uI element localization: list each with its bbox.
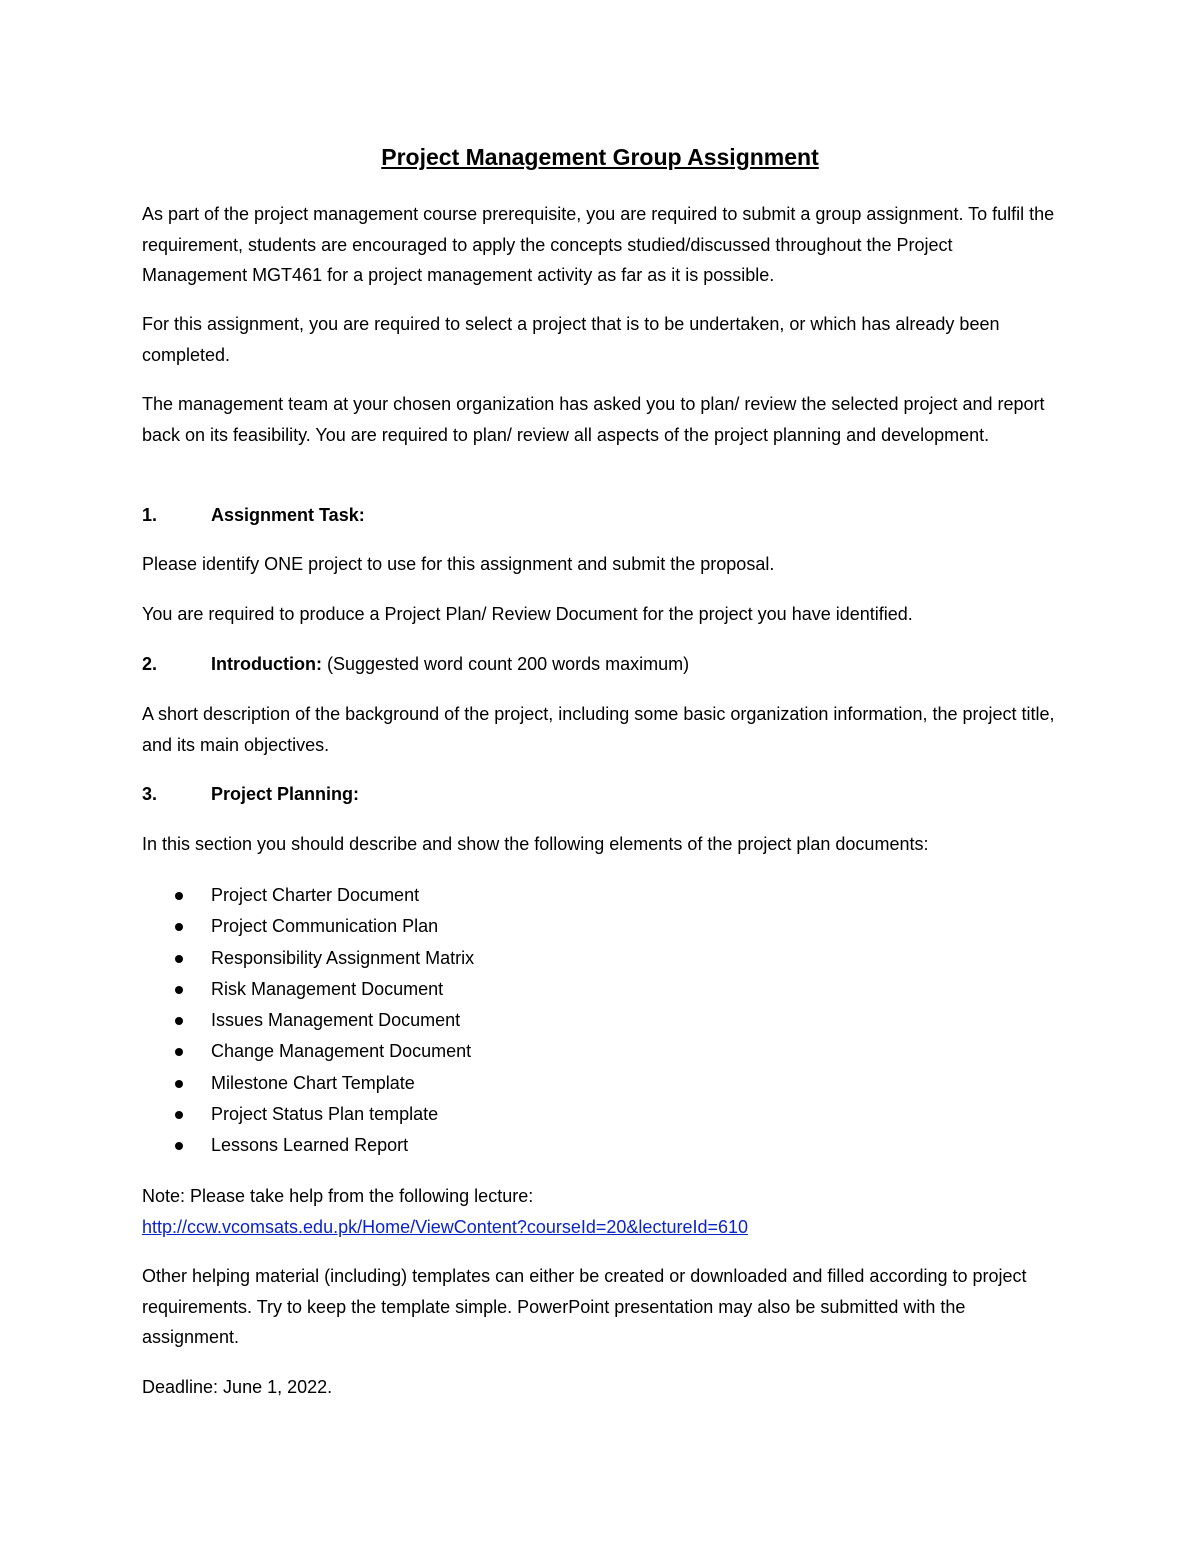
section-3-number: 3. (142, 784, 158, 804)
section-2-heading-note: (Suggested word count 200 words maximum) (321, 654, 690, 674)
section-1-heading (211, 500, 365, 530)
section-1-paragraph-1 (142, 549, 1062, 580)
list-item (172, 1068, 474, 1099)
list-item-label: Issues Management Document (211, 1010, 461, 1031)
intro-text-1: As part of the project management course prerequisite, you are required to submit a group assignment. To fulfil the requirement, students are encouraged to apply the concepts studied/discussed throughout the Project Management MGT461 for a project management activity as far as it is possible. (142, 204, 1055, 285)
note-paragraph (142, 1181, 1062, 1242)
list-item-label: Change Management Document (211, 1041, 472, 1062)
section-2-heading-text: Introduction: (211, 654, 322, 674)
intro-text-3: The management team at your chosen organization has asked you to plan/ review the selected project and report back on its feasibility. You are required to plan/ review all aspects of the project planning and development. (142, 394, 1045, 445)
list-item (172, 911, 474, 942)
bullet-icon (175, 986, 183, 994)
intro-text-2: For this assignment, you are required to select a project that is to be undertaken, or which has already been completed. (142, 314, 1000, 365)
list-item-label: Lessons Learned Report (211, 1135, 409, 1156)
section-2-paragraph-1 (142, 699, 1062, 760)
note-label: Note: Please take help from the following lecture: (142, 1186, 534, 1206)
intro-paragraph-3 (142, 389, 1062, 450)
section-3-heading-text: Project Planning: (211, 784, 360, 804)
intro-paragraph-1 (142, 199, 1062, 291)
section-1-text-1: Please identify ONE project to use for this assignment and submit the proposal. (142, 554, 775, 574)
list-item-label: Project Charter Document (211, 885, 420, 905)
bullet-icon (175, 1017, 183, 1025)
plan-elements-list (172, 880, 474, 1162)
section-1-paragraph-2 (142, 599, 1062, 630)
list-item-label: Project Status Plan template (211, 1104, 439, 1125)
list-item (172, 1036, 474, 1067)
section-1-text-2: You are required to produce a Project Plan/ Review Document for the project you have identified. (142, 604, 913, 624)
list-item (172, 1130, 474, 1161)
section-2-number: 2. (142, 654, 158, 674)
list-item (172, 943, 474, 974)
lecture-link[interactable]: http://ccw.vcomsats.edu.pk/Home/ViewContent?courseId=20&lectureId=610 (142, 1216, 749, 1237)
bullet-icon (175, 1048, 183, 1056)
section-2-text-1: A short description of the background of the project, including some basic organization information, the project title, and its main objectives. (142, 704, 1055, 755)
deadline-text: Deadline: June 1, 2022. (142, 1377, 333, 1397)
deadline (142, 1372, 1062, 1403)
section-2-heading (211, 649, 689, 679)
list-item (172, 880, 474, 911)
section-3-text-1: In this section you should describe and show the following elements of the project plan documents: (142, 834, 929, 854)
document-title: Project Management Group Assignment (381, 144, 819, 170)
list-item-label: Responsibility Assignment Matrix (211, 947, 475, 968)
bullet-icon (175, 923, 183, 931)
bullet-icon (175, 955, 183, 963)
intro-paragraph-2 (142, 309, 1062, 370)
bullet-icon (175, 1111, 183, 1119)
section-3-paragraph-1 (142, 829, 1062, 860)
list-item (172, 1005, 474, 1036)
section-1-number: 1. (142, 505, 158, 525)
closing-paragraph (142, 1261, 1062, 1353)
list-item (172, 1099, 474, 1130)
bullet-icon (175, 892, 183, 900)
closing-text: Other helping material (including) templates can either be created or downloaded and filled according to project requirements. Try to keep the template simple. PowerPoint presentation may also be submitted with the assignment. (142, 1266, 1027, 1347)
list-item-label: Project Communication Plan (211, 916, 439, 937)
section-1-heading-text: Assignment Task: (211, 505, 365, 525)
section-3-heading (211, 779, 359, 809)
list-item (172, 974, 474, 1005)
bullet-icon (175, 1080, 183, 1088)
list-item-label: Milestone Chart Template (211, 1072, 415, 1093)
bullet-icon (175, 1142, 183, 1150)
list-item-label: Risk Management Document (211, 978, 444, 999)
